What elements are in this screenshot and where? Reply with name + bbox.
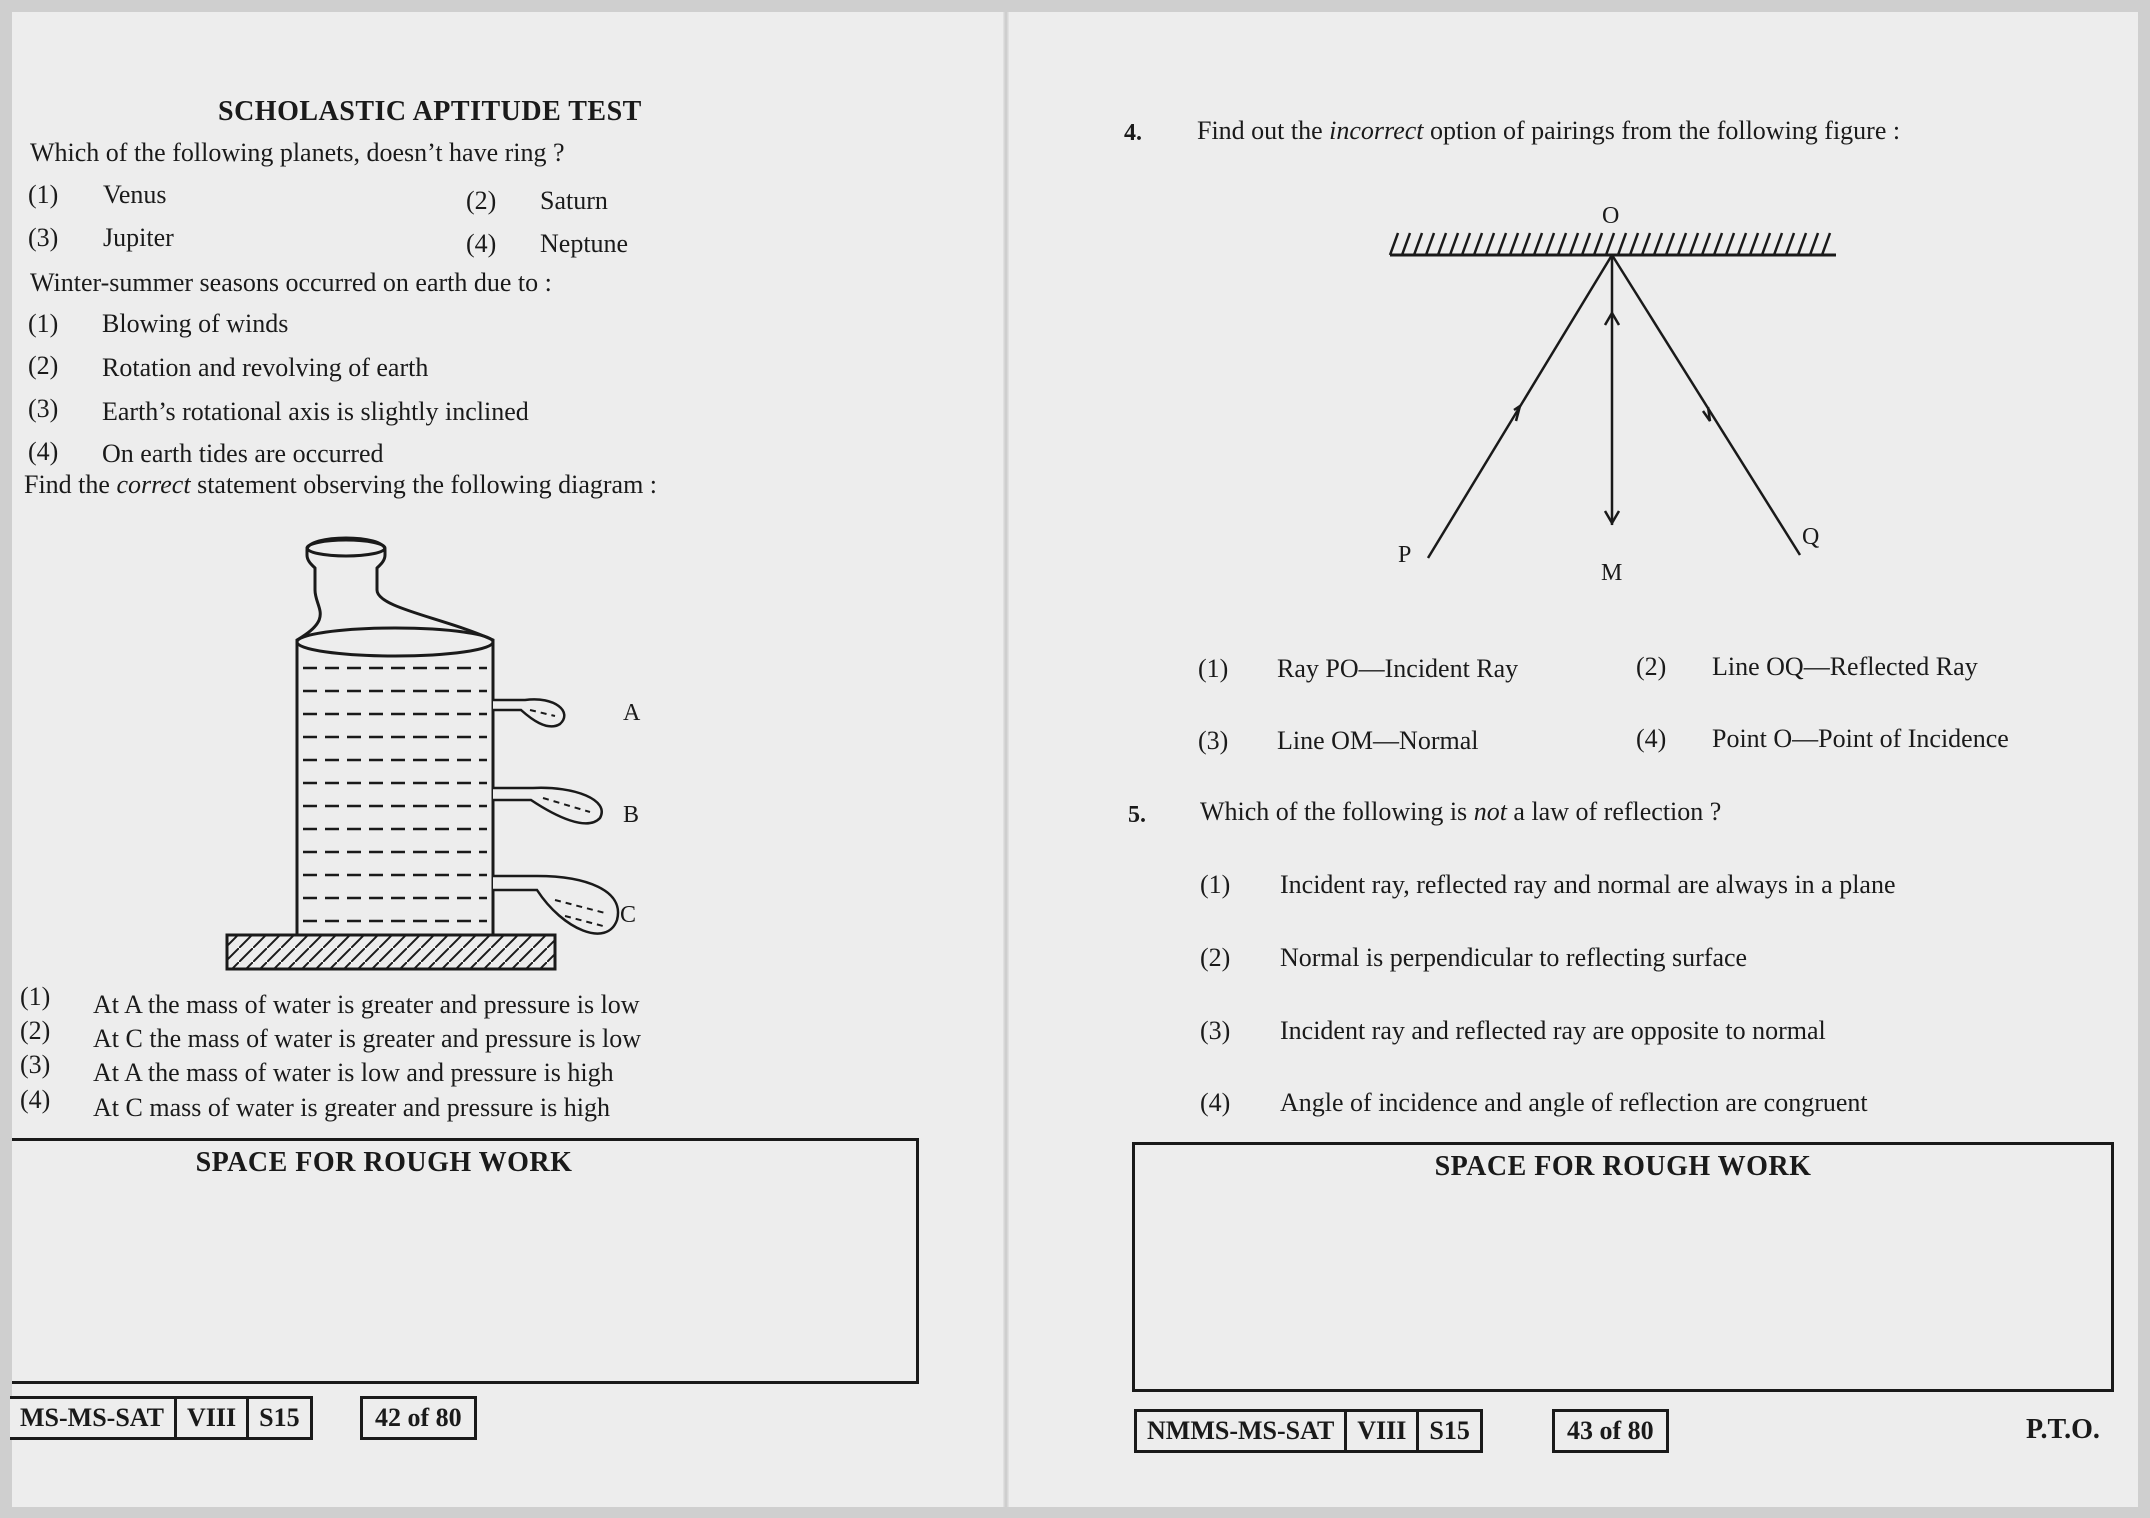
q2-text: Winter-summer seasons occurred on earth due to : xyxy=(30,268,552,297)
q1-option-1: Venus xyxy=(103,180,167,209)
water-jet-a xyxy=(493,699,564,726)
label-o: O xyxy=(1602,203,1620,229)
label-b: B xyxy=(623,802,640,828)
water-surface xyxy=(297,628,493,656)
q2-option-1: Blowing of winds xyxy=(102,309,289,338)
q4-option-2: Line OQ—Reflected Ray xyxy=(1712,652,1978,681)
q2-option-1-num: (1) xyxy=(28,309,59,338)
footer-code-right: NMMS-MS-SAT xyxy=(1134,1409,1347,1453)
label-m: M xyxy=(1601,560,1623,586)
footer-class-left: VIII xyxy=(174,1396,249,1440)
reflected-arrow xyxy=(1703,407,1710,421)
q1-option-4: Neptune xyxy=(540,229,629,258)
q1-option-3: Jupiter xyxy=(103,223,174,252)
q4-text: Find out the incorrect option of pairings from the following figure : xyxy=(1197,116,1901,145)
rough-work-box-right xyxy=(1132,1142,2114,1392)
q3-option-3: At A the mass of water is low and pressure is high xyxy=(93,1058,614,1087)
q3-option-3-num: (3) xyxy=(20,1050,51,1079)
label-q: Q xyxy=(1802,524,1820,550)
footer-left xyxy=(10,1396,310,1440)
q1-option-4-num: (4) xyxy=(466,229,497,258)
q3-text: Find the correct statement observing the following diagram : xyxy=(24,470,658,499)
q5-option-4: Angle of incidence and angle of reflection are congruent xyxy=(1280,1088,1868,1117)
page-number-right: 43 of 80 xyxy=(1552,1409,1669,1453)
q5-option-2: Normal is perpendicular to reflecting surface xyxy=(1280,943,1748,972)
reflected-ray xyxy=(1612,255,1800,555)
q4-option-3-num: (3) xyxy=(1198,726,1229,755)
label-p: P xyxy=(1398,542,1412,568)
q1-option-1-num: (1) xyxy=(28,180,59,209)
page-gutter xyxy=(1003,12,1009,1507)
rough-work-box-left xyxy=(12,1138,919,1384)
q4-option-1: Ray PO—Incident Ray xyxy=(1277,654,1519,683)
q5-option-3-num: (3) xyxy=(1200,1016,1231,1045)
q2-option-3: Earth’s rotational axis is slightly inclined xyxy=(102,397,529,426)
hatched-base xyxy=(227,935,555,969)
q3-option-4: At C mass of water is greater and pressure is high xyxy=(93,1093,610,1122)
q3-option-1-num: (1) xyxy=(20,982,51,1011)
q5-option-3: Incident ray and reflected ray are opposite to normal xyxy=(1280,1016,1826,1045)
q3-option-4-num: (4) xyxy=(20,1085,51,1114)
q4-option-4-num: (4) xyxy=(1636,724,1667,753)
footer-set-left: S15 xyxy=(246,1396,312,1440)
pto-label: P.T.O. xyxy=(2026,1414,2100,1445)
q5-number: 5. xyxy=(1128,802,1146,828)
q5-option-4-num: (4) xyxy=(1200,1088,1231,1117)
q2-option-3-num: (3) xyxy=(28,394,59,423)
q1-option-2: Saturn xyxy=(540,186,608,215)
q2-option-4-num: (4) xyxy=(28,437,59,466)
q2-option-2: Rotation and revolving of earth xyxy=(102,353,429,382)
footer-right xyxy=(1134,1409,1480,1453)
rough-work-title-right: SPACE FOR ROUGH WORK xyxy=(1434,1151,1812,1182)
water-lines xyxy=(303,668,487,921)
water-jet-b xyxy=(493,788,602,824)
page-number-left: 42 of 80 xyxy=(360,1396,477,1440)
q1-option-3-num: (3) xyxy=(28,223,59,252)
q5-text: Which of the following is not a law of reflection ? xyxy=(1200,797,1722,826)
footer-set-right: S15 xyxy=(1416,1409,1482,1453)
q5-option-1: Incident ray, reflected ray and normal are always in a plane xyxy=(1280,870,1896,899)
q3-option-2-num: (2) xyxy=(20,1016,51,1045)
q1-option-2-num: (2) xyxy=(466,186,497,215)
mirror-hatching xyxy=(1390,233,1830,255)
label-c: C xyxy=(620,902,637,928)
footer-class-right: VIII xyxy=(1344,1409,1419,1453)
q4-option-1-num: (1) xyxy=(1198,654,1229,683)
q1-text: Which of the following planets, doesn’t have ring ? xyxy=(30,138,565,167)
q4-option-4: Point O—Point of Incidence xyxy=(1712,724,2009,753)
q4-option-3: Line OM—Normal xyxy=(1277,726,1479,755)
page-heading: SCHOLASTIC APTITUDE TEST xyxy=(218,96,642,127)
q3-option-2: At C the mass of water is greater and pressure is low xyxy=(93,1024,642,1053)
q3-option-1: At A the mass of water is greater and pressure is low xyxy=(93,990,640,1019)
rough-work-title-left: SPACE FOR ROUGH WORK xyxy=(195,1147,573,1178)
water-bottle-diagram xyxy=(225,528,645,973)
footer-code-left: MS-MS-SAT xyxy=(10,1396,177,1440)
q4-number: 4. xyxy=(1124,120,1142,146)
q5-option-1-num: (1) xyxy=(1200,870,1231,899)
label-a: A xyxy=(623,700,641,726)
bottle-top xyxy=(307,540,385,556)
q2-option-2-num: (2) xyxy=(28,351,59,380)
q2-option-4: On earth tides are occurred xyxy=(102,439,384,468)
reflection-diagram xyxy=(1380,225,1840,565)
q4-option-2-num: (2) xyxy=(1636,652,1667,681)
q5-option-2-num: (2) xyxy=(1200,943,1231,972)
